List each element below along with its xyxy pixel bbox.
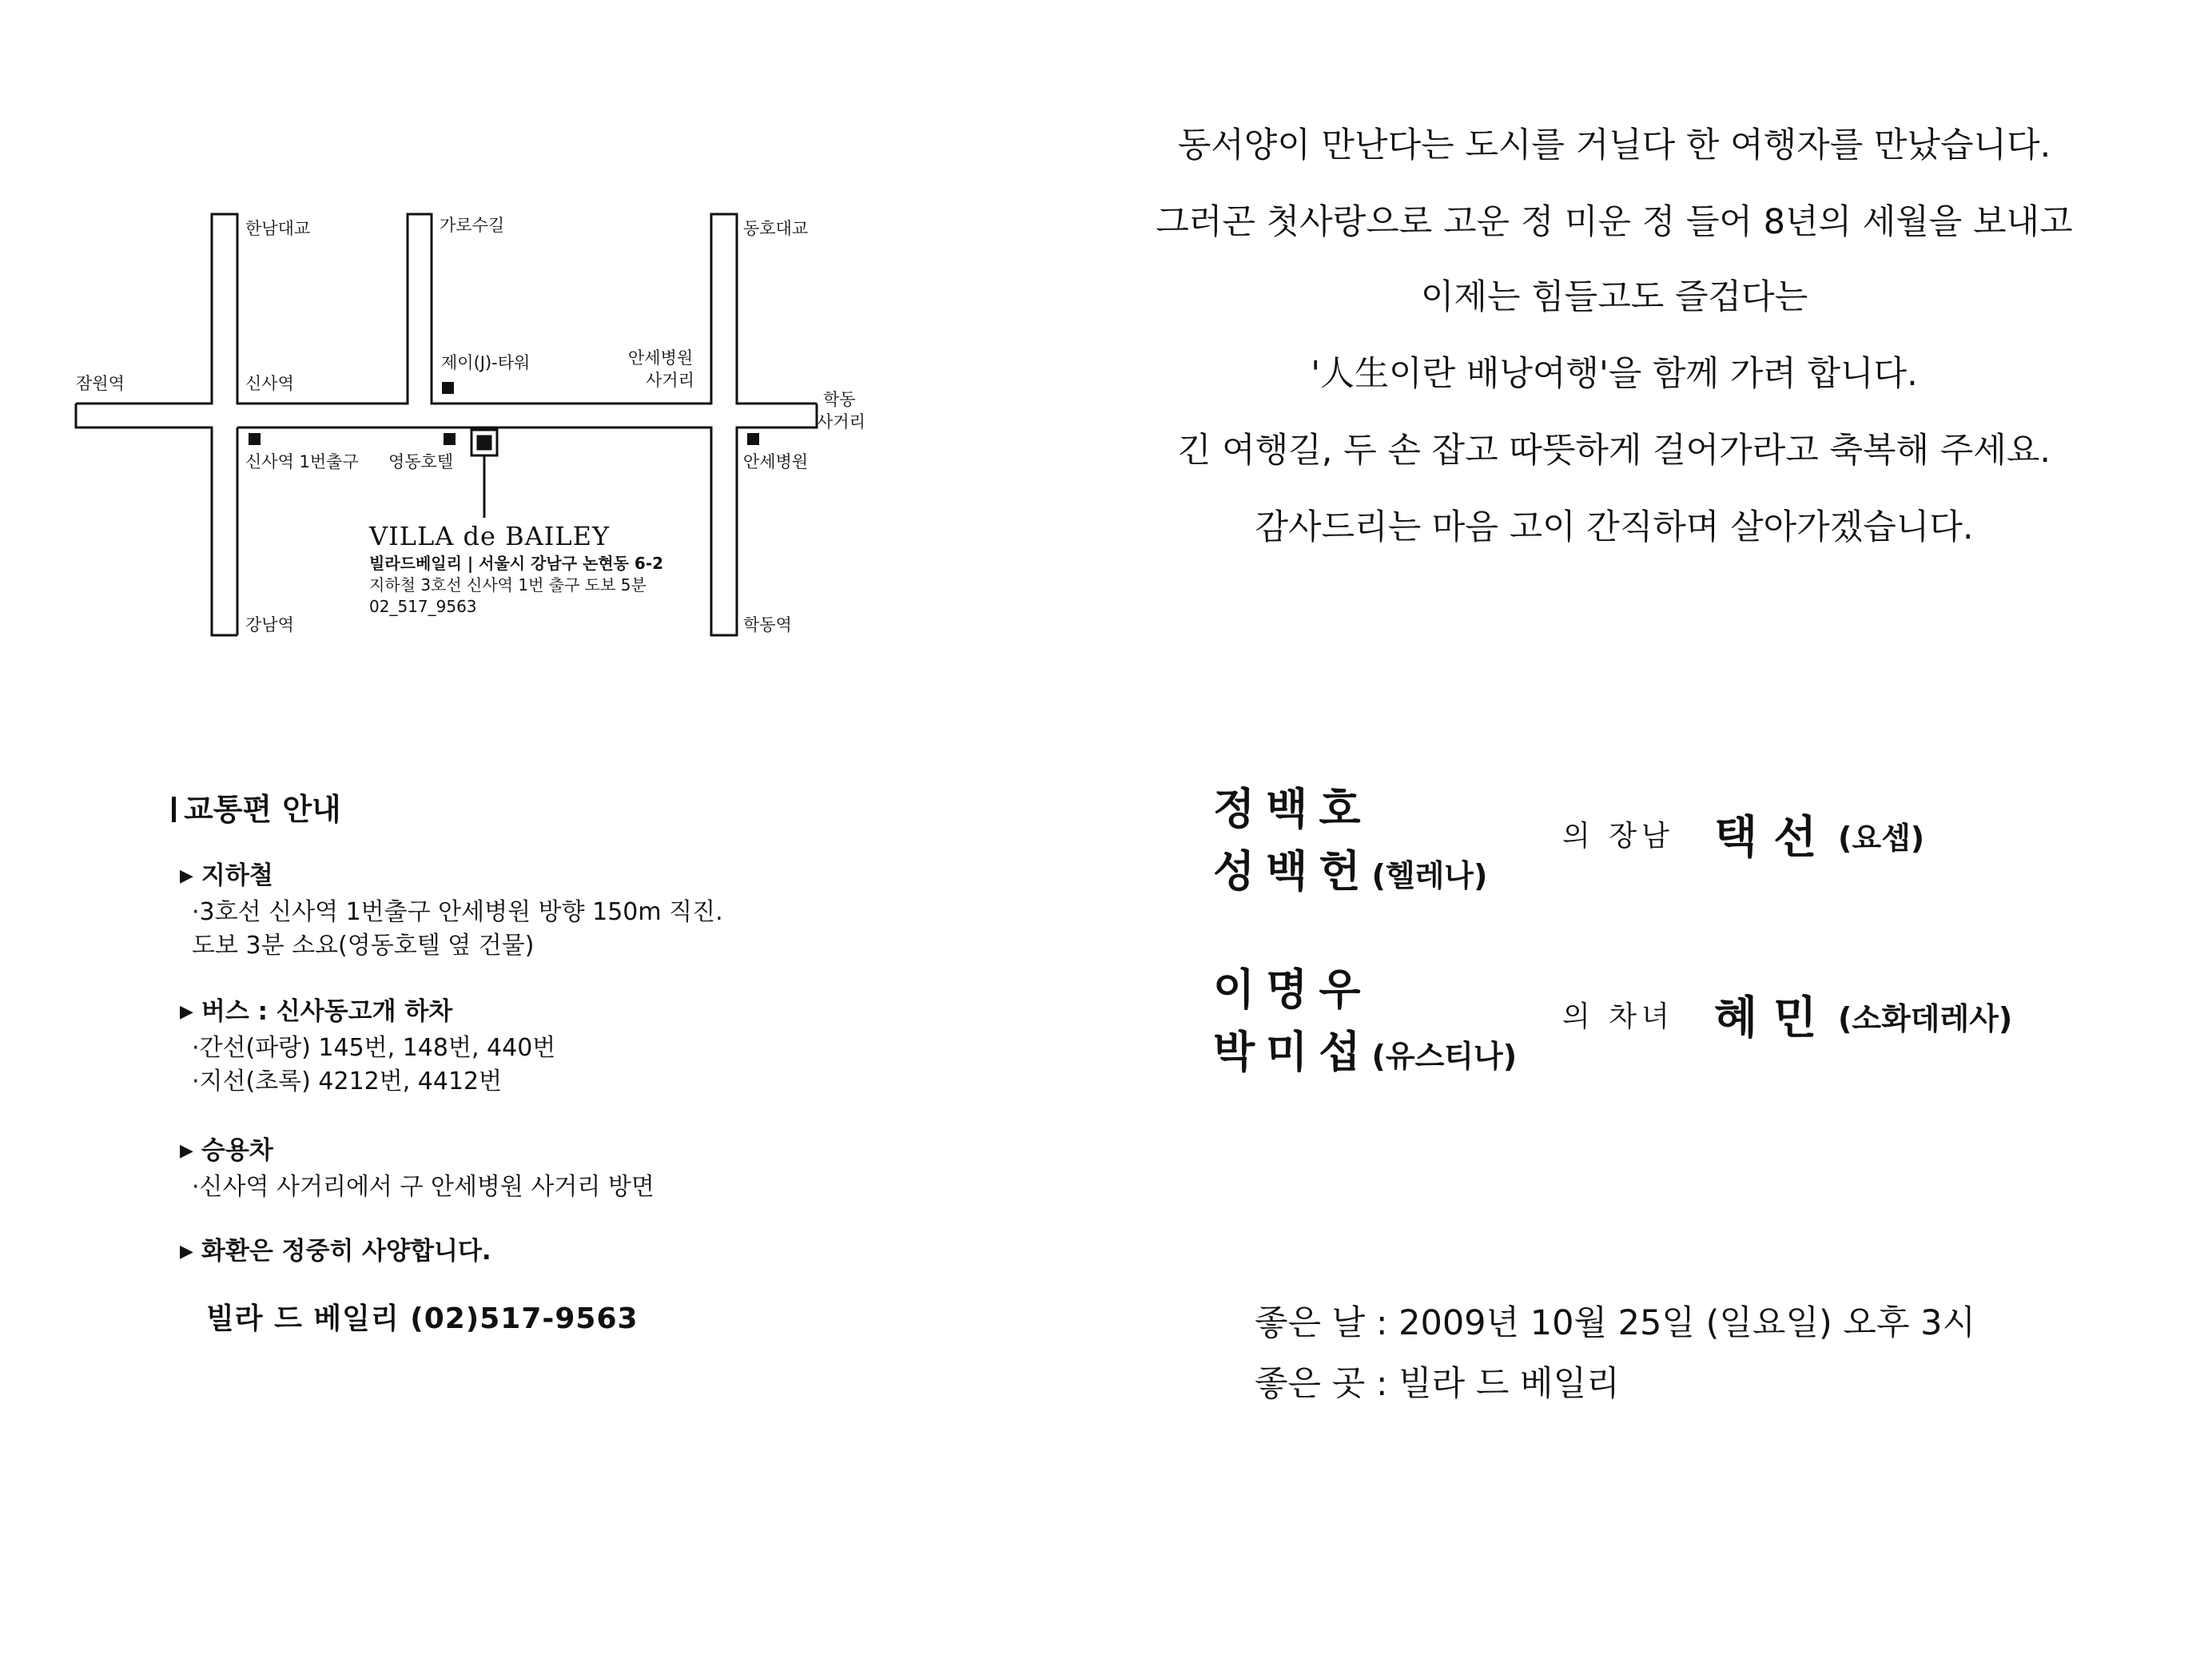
bride-mother-baptism: (유스티나) bbox=[1371, 1039, 1518, 1074]
map-label-garosu-gil: 가로수길 bbox=[440, 216, 505, 235]
triangle-bullet-icon: ▶ bbox=[180, 866, 193, 886]
map-label-anse-intersection-1: 안세병원 bbox=[628, 348, 694, 368]
greeting-line: 감사드리는 마음 고이 간직하며 살아가겠습니다. bbox=[1255, 507, 1974, 547]
map-label-hakdong-intersection-1: 학동 bbox=[823, 390, 856, 409]
guide-title-text: 교통편 안내 bbox=[184, 792, 341, 827]
map-label-jamwon-station: 잠원역 bbox=[76, 374, 125, 393]
hotel-marker bbox=[444, 433, 456, 445]
greeting-line: 이제는 힘들고도 즐겁다는 bbox=[1420, 277, 1808, 317]
bride-mother-name: 박미섭 bbox=[1213, 1026, 1372, 1077]
triangle-bullet-icon: ▶ bbox=[180, 1002, 193, 1022]
title-bar-icon bbox=[172, 797, 176, 822]
groom-father-name: 정백호 bbox=[1213, 783, 1372, 834]
map-label-hakdong-intersection-2: 사거리 bbox=[817, 412, 865, 431]
section-car-line: ·신사역 사거리에서 구 안세병원 사거리 방면 bbox=[192, 1173, 654, 1201]
greeting-line: '人生이란 배낭여행'을 함께 가려 합니다. bbox=[1311, 354, 1918, 394]
map-label-j-tower: 제이(J)-타워 bbox=[441, 353, 531, 372]
groom-mother-name: 성백헌 bbox=[1213, 845, 1372, 897]
bride-name: 혜민 bbox=[1714, 992, 1833, 1044]
groom-mother-baptism: (헬레나) bbox=[1371, 858, 1488, 893]
map-label-dongho-bridge: 동호대교 bbox=[743, 219, 809, 238]
bride-baptism: (소화데레사) bbox=[1838, 1001, 2013, 1036]
map-label-anse-intersection-2: 사거리 bbox=[646, 371, 694, 390]
bride-father-name: 이명우 bbox=[1213, 964, 1372, 1015]
venue-info-block bbox=[369, 553, 663, 618]
bride-mother bbox=[1213, 1018, 1517, 1080]
groom-relation: 의 장남 bbox=[1562, 820, 1674, 853]
venue-address: 빌라드베일리 | 서울시 강남구 논현동 6-2 bbox=[369, 554, 664, 573]
map-label-anse-hospital: 안세병원 bbox=[743, 452, 809, 471]
section-subway-head: ▶ 지하철 bbox=[180, 861, 273, 890]
triangle-bullet-icon: ▶ bbox=[180, 1141, 193, 1161]
event-date: 좋은 날 : 2009년 10월 25일 (일요일) 오후 3시 bbox=[1255, 1303, 1976, 1343]
section-subway-line: ·3호선 신사역 1번출구 안세병원 방향 150m 직진. bbox=[192, 898, 723, 926]
map-label-gangnam-station: 강남역 bbox=[245, 615, 294, 634]
map-label-hakdong-station: 학동역 bbox=[743, 615, 792, 634]
map-label-hannam-bridge: 한남대교 bbox=[245, 219, 311, 238]
section-subway-line: 도보 3분 소요(영동호텔 옆 건물) bbox=[192, 932, 535, 960]
groom-name: 택선 bbox=[1714, 811, 1833, 864]
section-car-head: ▶ 승용차 bbox=[180, 1136, 273, 1165]
section-bus-line: ·지선(초록) 4212번, 4412번 bbox=[192, 1068, 503, 1095]
location-map bbox=[0, 0, 1119, 719]
venue-marker bbox=[471, 430, 497, 518]
groom-baptism: (요셉) bbox=[1838, 821, 1925, 856]
greeting-line: 그러곤 첫사랑으로 고운 정 미운 정 들어 8년의 세월을 보내고 bbox=[1156, 202, 2073, 242]
section-bus-head: ▶ 버스 : 신사동고개 하차 bbox=[180, 997, 453, 1026]
venue-name: VILLA de BAILEY bbox=[369, 521, 611, 551]
greeting-line: 동서양이 만난다는 도시를 거닐다 한 여행자를 만났습니다. bbox=[1177, 125, 2051, 165]
greeting-line: 긴 여행길, 두 손 잡고 따뜻하게 걸어가라고 축복해 주세요. bbox=[1177, 431, 2051, 471]
section-bus-line: ·간선(파랑) 145번, 148번, 440번 bbox=[192, 1034, 556, 1062]
hospital-marker bbox=[747, 433, 759, 445]
guide-title bbox=[172, 785, 341, 829]
map-label-sinsa-station: 신사역 bbox=[245, 374, 294, 393]
venue-phone: 02_517_9563 bbox=[369, 597, 477, 616]
sinsa-exit-marker bbox=[249, 433, 261, 445]
map-label-youngdong-hotel: 영동호텔 bbox=[388, 452, 454, 471]
jtower-marker bbox=[442, 382, 454, 394]
map-label-sinsa-exit1: 신사역 1번출구 bbox=[245, 452, 359, 471]
bride-relation: 의 차녀 bbox=[1562, 1000, 1674, 1033]
section-flowers-head: ▶ 화환은 정중히 사양합니다. bbox=[180, 1237, 491, 1266]
venue-directions: 지하철 3호선 신사역 1번 출구 도보 5분 bbox=[369, 575, 646, 594]
triangle-bullet-icon: ▶ bbox=[180, 1242, 193, 1262]
venue-contact: 빌라 드 베일리 (02)517-9563 bbox=[206, 1302, 639, 1335]
event-place: 좋은 곳 : 빌라 드 베일리 bbox=[1255, 1364, 1620, 1404]
groom-mother bbox=[1213, 837, 1487, 899]
